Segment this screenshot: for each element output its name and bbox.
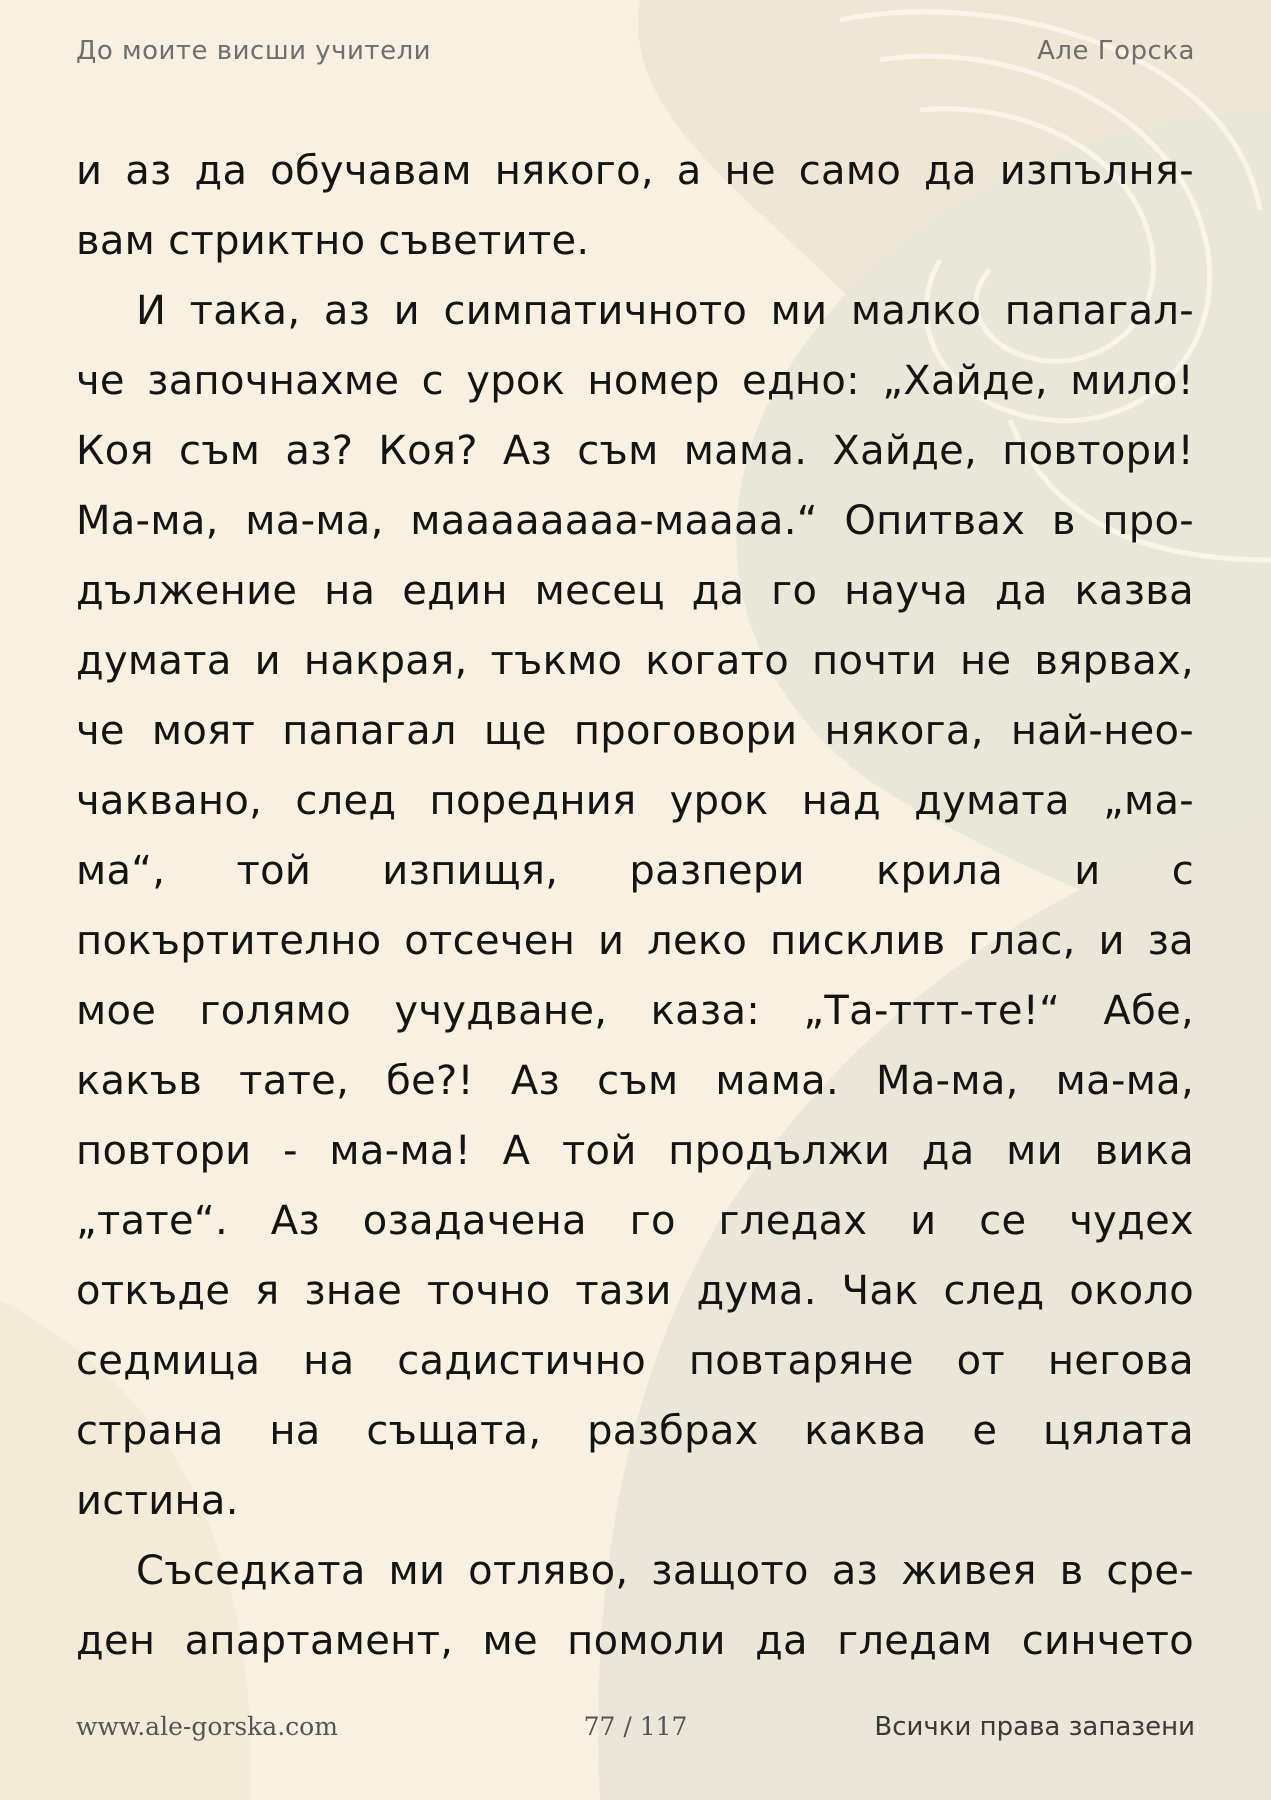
book-title: До моите висши учители [76,36,432,66]
text-line: че моят папагал ще проговори някога, най-нео- [76,708,1194,754]
text-line: думата и накрая, тъкмо когато почти не вярвах, [76,638,1194,684]
text-line: повтори - ма-ма! А той продължи да ми вика [76,1128,1194,1174]
text-line: какъв тате, бе?! Аз съм мама. Ма-ма, ма-ма, [76,1058,1194,1104]
text-line: покъртително отсечен и леко писклив глас, и за [76,918,1194,964]
text-line: мое голямо учудване, каза: „Та-ттт-те!“ Абе, [76,988,1194,1034]
text-line: че започнахме с урок номер едно: „Хайде, мило! [76,358,1194,404]
text-line: Коя съм аз? Коя? Аз съм мама. Хайде, повтори! [76,428,1194,474]
author-name: Але Горска [1037,36,1195,66]
text-line: вам стриктно съветите. [76,218,590,264]
running-header [76,34,1195,68]
text-line: и аз да обучавам някого, а не само да изпълня- [76,148,1194,194]
text-line: седмица на садистично повтаряне от негова [76,1338,1194,1384]
text-line: откъде я знае точно тази дума. Чак след около [76,1268,1194,1314]
website-link[interactable]: www.ale-gorska.com [76,1712,338,1741]
text-line: „тате“. Аз озадачена го гледах и се чудех [76,1198,1194,1244]
text-line: Съседката ми отляво, защото аз живея в сре- [136,1548,1194,1594]
page-number: 77 / 117 [583,1712,688,1741]
text-line: истина. [76,1478,239,1524]
text-line: страна на същата, разбрах каква е цялата [76,1408,1194,1454]
text-line: чаквано, след поредния урок над думата „ма- [76,778,1194,824]
text-line: ма“, той изпищя, разпери крила и с [76,848,1194,894]
text-line: Ма-ма, ма-ма, маааааааа-мааaa.“ Опитвах в про- [76,498,1194,544]
page-text [76,136,1194,1676]
page-footer [76,1712,1195,1752]
text-line: И така, аз и симпатичното ми малко папагал- [136,288,1194,334]
text-line: дължение на един месец да го науча да казва [76,568,1194,614]
copyright-notice: Всички права запазени [874,1712,1195,1742]
text-line: ден апартамент, ме помоли да гледам синчето [76,1618,1194,1664]
